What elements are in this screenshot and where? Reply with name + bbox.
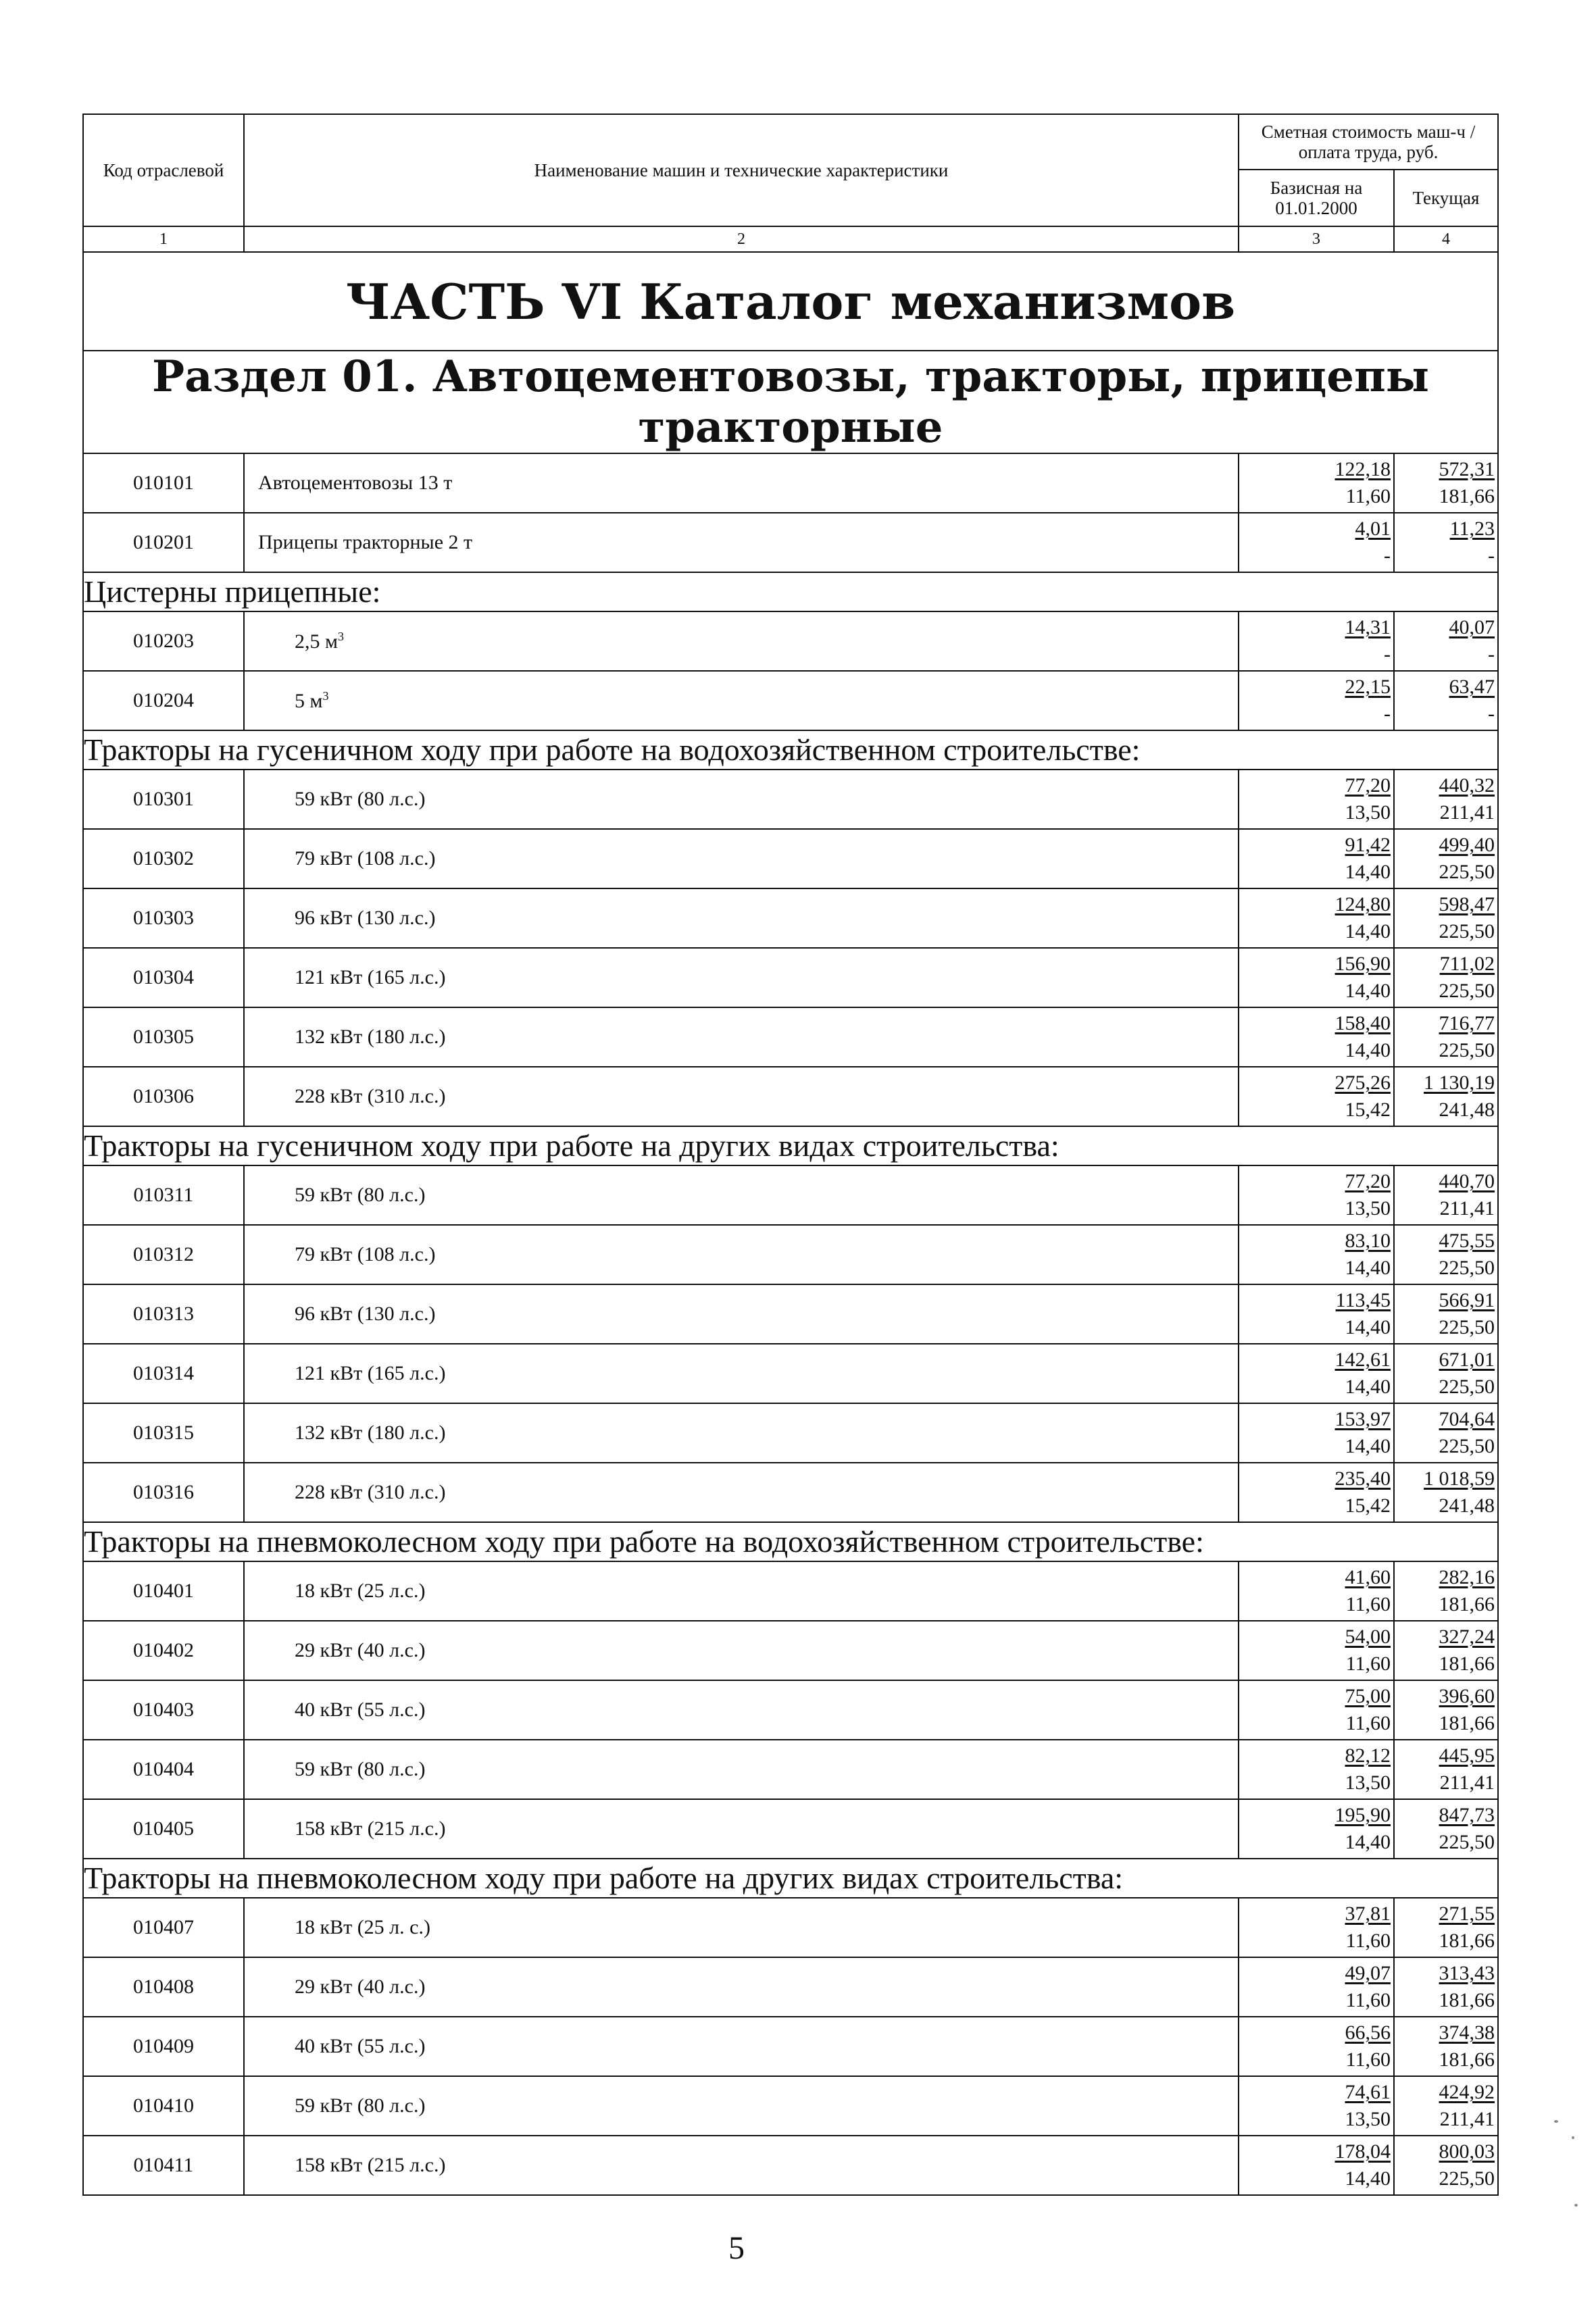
table-row: [83, 1344, 1498, 1403]
base-labor-cost: -: [1384, 643, 1391, 665]
current-labor-cost: 225,50: [1439, 980, 1495, 1002]
current-labor-cost: 181,66: [1439, 1930, 1495, 1952]
base-cost-cell: [1239, 1225, 1394, 1284]
current-labor-cost: 181,66: [1439, 1989, 1495, 2011]
base-labor-cost: 11,60: [1345, 1712, 1391, 1734]
machine-code: 010407: [83, 1898, 244, 1957]
machine-name-text: 158 кВт (215 л.с.): [295, 1817, 446, 1840]
current-machine-hour-cost: 445,95: [1439, 1744, 1495, 1767]
machine-name: [244, 453, 1239, 513]
machine-name: [244, 1621, 1239, 1680]
table-row: [83, 1165, 1498, 1225]
current-labor-cost: 181,66: [1439, 1712, 1495, 1734]
base-machine-hour-cost: 142,61: [1335, 1349, 1391, 1371]
base-machine-hour-cost: 14,31: [1345, 616, 1391, 638]
machine-name-text: 2,5 м: [295, 630, 338, 653]
base-labor-cost: -: [1384, 545, 1391, 567]
machine-name-text: 40 кВт (55 л.с.): [295, 2035, 426, 2057]
table-row: [83, 671, 1498, 730]
machine-name-text: 40 кВт (55 л.с.): [295, 1699, 426, 1721]
current-labor-cost: 181,66: [1439, 485, 1495, 507]
group-heading: Тракторы на пневмоколесном ходу при работе на других видах строительства:: [83, 1859, 1498, 1898]
current-cost-cell: [1394, 1165, 1498, 1225]
machine-name: [244, 888, 1239, 948]
current-machine-hour-cost: 566,91: [1439, 1289, 1495, 1311]
current-labor-cost: 225,50: [1439, 1257, 1495, 1279]
current-labor-cost: 211,41: [1439, 2108, 1495, 2130]
machine-name-text: 121 кВт (165 л.с.): [295, 1362, 446, 1384]
current-cost-cell: [1394, 1898, 1498, 1957]
header-name: Наименование машин и технические характеристики: [244, 114, 1239, 226]
machine-name: [244, 1680, 1239, 1740]
table-row: [83, 1403, 1498, 1463]
base-labor-cost: -: [1384, 703, 1391, 725]
base-labor-cost: 13,50: [1345, 1197, 1391, 1219]
current-labor-cost: 225,50: [1439, 1316, 1495, 1338]
machine-name: [244, 1067, 1239, 1126]
table-row: [83, 1740, 1498, 1799]
group-heading-row: [83, 1859, 1498, 1898]
base-cost-cell: [1239, 1403, 1394, 1463]
current-labor-cost: 241,48: [1439, 1494, 1495, 1517]
machine-code: 010402: [83, 1621, 244, 1680]
base-machine-hour-cost: 77,20: [1345, 774, 1391, 797]
current-machine-hour-cost: 396,60: [1439, 1685, 1495, 1707]
base-labor-cost: 14,40: [1345, 980, 1391, 1002]
current-machine-hour-cost: 11,23: [1449, 518, 1495, 540]
header-current: Текущая: [1394, 170, 1498, 226]
price-table: [82, 114, 1499, 2196]
page-number: 5: [728, 2230, 745, 2266]
base-labor-cost: 14,40: [1345, 861, 1391, 883]
current-machine-hour-cost: 63,47: [1449, 676, 1495, 698]
base-cost-cell: [1239, 1165, 1394, 1225]
current-cost-cell: [1394, 1403, 1498, 1463]
table-row: [83, 2076, 1498, 2136]
base-machine-hour-cost: 22,15: [1345, 676, 1391, 698]
base-machine-hour-cost: 77,20: [1345, 1170, 1391, 1192]
table-header-row: [83, 114, 1498, 170]
base-machine-hour-cost: 66,56: [1345, 2021, 1391, 2044]
base-machine-hour-cost: 91,42: [1345, 834, 1391, 856]
current-cost-cell: [1394, 1225, 1498, 1284]
column-number: 4: [1394, 226, 1498, 252]
current-cost-cell: [1394, 1621, 1498, 1680]
base-machine-hour-cost: 113,45: [1335, 1289, 1391, 1311]
current-cost-cell: [1394, 1463, 1498, 1522]
current-machine-hour-cost: 374,38: [1439, 2021, 1495, 2044]
current-labor-cost: 225,50: [1439, 920, 1495, 942]
base-cost-cell: [1239, 1799, 1394, 1859]
base-cost-cell: [1239, 1463, 1394, 1522]
base-labor-cost: 11,60: [1345, 2048, 1391, 2071]
machine-code: 010405: [83, 1799, 244, 1859]
machine-name: [244, 1007, 1239, 1067]
table-row: [83, 1957, 1498, 2017]
machine-name: [244, 1463, 1239, 1522]
base-labor-cost: 14,40: [1345, 1376, 1391, 1398]
machine-code: 010411: [83, 2136, 244, 2195]
table-row: [83, 453, 1498, 513]
base-labor-cost: 11,60: [1345, 1989, 1391, 2011]
base-machine-hour-cost: 153,97: [1335, 1408, 1391, 1430]
machine-name-text: 18 кВт (25 л.с.): [295, 1580, 426, 1602]
group-heading-row: [83, 730, 1498, 770]
table-row: [83, 1284, 1498, 1344]
machine-code: 010315: [83, 1403, 244, 1463]
section-title-row: [83, 351, 1498, 453]
current-labor-cost: 211,41: [1439, 1197, 1495, 1219]
base-labor-cost: 14,40: [1345, 1831, 1391, 1853]
current-labor-cost: 211,41: [1439, 1771, 1495, 1794]
machine-code: 010409: [83, 2017, 244, 2076]
machine-name: [244, 1561, 1239, 1621]
machine-name: [244, 1284, 1239, 1344]
current-machine-hour-cost: 716,77: [1439, 1012, 1495, 1034]
machine-name-text: 59 кВт (80 л.с.): [295, 788, 426, 810]
current-cost-cell: [1394, 671, 1498, 730]
current-cost-cell: [1394, 1007, 1498, 1067]
current-labor-cost: 225,50: [1439, 1435, 1495, 1457]
base-machine-hour-cost: 4,01: [1355, 518, 1391, 540]
current-labor-cost: -: [1488, 545, 1495, 567]
current-machine-hour-cost: 847,73: [1439, 1804, 1495, 1826]
current-cost-cell: [1394, 1799, 1498, 1859]
current-cost-cell: [1394, 2136, 1498, 2195]
machine-name: [244, 829, 1239, 888]
base-cost-cell: [1239, 453, 1394, 513]
table-row: [83, 2136, 1498, 2195]
machine-name-text: 59 кВт (80 л.с.): [295, 2094, 426, 2117]
current-labor-cost: 181,66: [1439, 2048, 1495, 2071]
base-labor-cost: 11,60: [1345, 1930, 1391, 1952]
base-cost-cell: [1239, 1007, 1394, 1067]
current-cost-cell: [1394, 1680, 1498, 1740]
table-row: [83, 888, 1498, 948]
table-row: [83, 1680, 1498, 1740]
machine-name: [244, 2076, 1239, 2136]
base-machine-hour-cost: 74,61: [1345, 2081, 1391, 2103]
group-heading-row: [83, 572, 1498, 611]
current-machine-hour-cost: 327,24: [1439, 1626, 1495, 1648]
current-cost-cell: [1394, 948, 1498, 1007]
current-cost-cell: [1394, 829, 1498, 888]
machine-name-text: 132 кВт (180 л.с.): [295, 1422, 446, 1444]
machine-code: 010403: [83, 1680, 244, 1740]
machine-name-text: 96 кВт (130 л.с.): [295, 907, 436, 929]
base-labor-cost: 15,42: [1345, 1099, 1391, 1121]
base-cost-cell: [1239, 1680, 1394, 1740]
group-heading: Тракторы на пневмоколесном ходу при работе на водохозяйственном строительстве:: [83, 1522, 1498, 1561]
current-machine-hour-cost: 313,43: [1439, 1962, 1495, 1984]
group-heading: Цистерны прицепные:: [83, 572, 1498, 611]
base-cost-cell: [1239, 2076, 1394, 2136]
machine-name: [244, 513, 1239, 572]
header-code: Код отраслевой: [83, 114, 244, 226]
machine-code: 010203: [83, 611, 244, 671]
current-machine-hour-cost: 475,55: [1439, 1230, 1495, 1252]
base-labor-cost: 11,60: [1345, 1653, 1391, 1675]
machine-name-text: 79 кВт (108 л.с.): [295, 1243, 436, 1265]
machine-name-text: 158 кВт (215 л.с.): [295, 2154, 446, 2176]
table-row: [83, 611, 1498, 671]
machine-name: [244, 1957, 1239, 2017]
current-cost-cell: [1394, 453, 1498, 513]
base-machine-hour-cost: 235,40: [1335, 1467, 1391, 1490]
machine-code: 010316: [83, 1463, 244, 1522]
base-cost-cell: [1239, 1067, 1394, 1126]
machine-name: [244, 948, 1239, 1007]
machine-code: 010312: [83, 1225, 244, 1284]
machine-name-text: 132 кВт (180 л.с.): [295, 1026, 446, 1048]
current-machine-hour-cost: 572,31: [1439, 458, 1495, 480]
table-row: [83, 1621, 1498, 1680]
base-machine-hour-cost: 178,04: [1335, 2140, 1391, 2163]
base-labor-cost: 14,40: [1345, 2167, 1391, 2190]
table-row: [83, 770, 1498, 829]
base-cost-cell: [1239, 2017, 1394, 2076]
base-machine-hour-cost: 54,00: [1345, 1626, 1391, 1648]
table-row: [83, 2017, 1498, 2076]
machine-name-text: 121 кВт (165 л.с.): [295, 966, 446, 988]
current-machine-hour-cost: 271,55: [1439, 1903, 1495, 1925]
machine-code: 010311: [83, 1165, 244, 1225]
base-cost-cell: [1239, 1344, 1394, 1403]
current-cost-cell: [1394, 1740, 1498, 1799]
machine-code: 010204: [83, 671, 244, 730]
base-cost-cell: [1239, 948, 1394, 1007]
header-cost: Сметная стоимость маш-ч / оплата труда, руб.: [1239, 114, 1498, 170]
current-cost-cell: [1394, 2017, 1498, 2076]
base-cost-cell: [1239, 770, 1394, 829]
machine-code: 010302: [83, 829, 244, 888]
current-machine-hour-cost: 40,07: [1449, 616, 1495, 638]
base-cost-cell: [1239, 829, 1394, 888]
price-catalog-page: [82, 114, 1497, 2196]
current-cost-cell: [1394, 770, 1498, 829]
base-labor-cost: 11,60: [1345, 1593, 1391, 1615]
base-cost-cell: [1239, 2136, 1394, 2195]
machine-name-text: 29 кВт (40 л.с.): [295, 1639, 426, 1661]
current-cost-cell: [1394, 1284, 1498, 1344]
base-cost-cell: [1239, 1898, 1394, 1957]
current-cost-cell: [1394, 1561, 1498, 1621]
base-machine-hour-cost: 37,81: [1345, 1903, 1391, 1925]
machine-code: 010303: [83, 888, 244, 948]
scan-speck: [1572, 2136, 1574, 2139]
base-cost-cell: [1239, 1284, 1394, 1344]
base-cost-cell: [1239, 513, 1394, 572]
machine-name-text: Автоцементовозы 13 т: [258, 472, 453, 494]
current-machine-hour-cost: 800,03: [1439, 2140, 1495, 2163]
header-base: Базисная на 01.01.2000: [1239, 170, 1394, 226]
current-machine-hour-cost: 282,16: [1439, 1566, 1495, 1588]
current-cost-cell: [1394, 888, 1498, 948]
base-machine-hour-cost: 82,12: [1345, 1744, 1391, 1767]
base-cost-cell: [1239, 1621, 1394, 1680]
machine-name: [244, 1740, 1239, 1799]
machine-name: [244, 2017, 1239, 2076]
current-labor-cost: 225,50: [1439, 1376, 1495, 1398]
machine-name: [244, 1403, 1239, 1463]
machine-name: [244, 1344, 1239, 1403]
machine-code: 010404: [83, 1740, 244, 1799]
base-machine-hour-cost: 156,90: [1335, 953, 1391, 975]
machine-code: 010408: [83, 1957, 244, 2017]
table-row: [83, 513, 1498, 572]
current-machine-hour-cost: 440,70: [1439, 1170, 1495, 1192]
current-labor-cost: 241,48: [1439, 1099, 1495, 1121]
machine-name-text: 59 кВт (80 л.с.): [295, 1758, 426, 1780]
table-row: [83, 1561, 1498, 1621]
current-cost-cell: [1394, 611, 1498, 671]
machine-name: [244, 770, 1239, 829]
group-heading-row: [83, 1126, 1498, 1165]
machine-name: [244, 611, 1239, 671]
current-labor-cost: 225,50: [1439, 1039, 1495, 1061]
current-machine-hour-cost: 711,02: [1439, 953, 1495, 975]
current-cost-cell: [1394, 1957, 1498, 2017]
base-labor-cost: 13,50: [1345, 801, 1391, 824]
current-labor-cost: -: [1488, 643, 1495, 665]
scan-speck: [1554, 2120, 1558, 2123]
current-machine-hour-cost: 598,47: [1439, 893, 1495, 915]
part-title: ЧАСТЬ VI Каталог механизмов: [83, 252, 1498, 351]
machine-code: 010301: [83, 770, 244, 829]
base-machine-hour-cost: 122,18: [1335, 458, 1391, 480]
base-labor-cost: 14,40: [1345, 920, 1391, 942]
machine-name: [244, 1898, 1239, 1957]
base-machine-hour-cost: 75,00: [1345, 1685, 1391, 1707]
current-labor-cost: 181,66: [1439, 1593, 1495, 1615]
current-machine-hour-cost: 704,64: [1439, 1408, 1495, 1430]
base-labor-cost: 15,42: [1345, 1494, 1391, 1517]
base-labor-cost: 13,50: [1345, 2108, 1391, 2130]
part-title-row: [83, 252, 1498, 351]
current-machine-hour-cost: 1 130,19: [1424, 1072, 1495, 1094]
current-cost-cell: [1394, 1344, 1498, 1403]
base-machine-hour-cost: 41,60: [1345, 1566, 1391, 1588]
machine-code: 010313: [83, 1284, 244, 1344]
base-cost-cell: [1239, 611, 1394, 671]
column-number: 2: [244, 226, 1239, 252]
base-cost-cell: [1239, 671, 1394, 730]
machine-name-text: 18 кВт (25 л. с.): [295, 1916, 430, 1938]
base-labor-cost: 14,40: [1345, 1039, 1391, 1061]
machine-name-text: 228 кВт (310 л.с.): [295, 1481, 446, 1503]
base-labor-cost: 11,60: [1345, 485, 1391, 507]
base-machine-hour-cost: 195,90: [1335, 1804, 1391, 1826]
machine-name-text: 59 кВт (80 л.с.): [295, 1184, 426, 1206]
current-machine-hour-cost: 499,40: [1439, 834, 1495, 856]
base-machine-hour-cost: 275,26: [1335, 1072, 1391, 1094]
current-cost-cell: [1394, 2076, 1498, 2136]
machine-code: 010304: [83, 948, 244, 1007]
machine-code: 010401: [83, 1561, 244, 1621]
machine-name: [244, 1165, 1239, 1225]
table-row: [83, 1007, 1498, 1067]
base-machine-hour-cost: 83,10: [1345, 1230, 1391, 1252]
table-row: [83, 948, 1498, 1007]
base-cost-cell: [1239, 1740, 1394, 1799]
base-cost-cell: [1239, 1957, 1394, 2017]
current-labor-cost: -: [1488, 703, 1495, 725]
base-labor-cost: 13,50: [1345, 1771, 1391, 1794]
machine-code: 010306: [83, 1067, 244, 1126]
machine-code: 010201: [83, 513, 244, 572]
unit-exponent: 3: [337, 629, 344, 643]
base-machine-hour-cost: 124,80: [1335, 893, 1391, 915]
current-cost-cell: [1394, 1067, 1498, 1126]
machine-name: [244, 671, 1239, 730]
machine-name: [244, 1799, 1239, 1859]
current-labor-cost: 211,41: [1439, 801, 1495, 824]
machine-name-text: 228 кВт (310 л.с.): [295, 1085, 446, 1107]
group-heading: Тракторы на гусеничном ходу при работе на водохозяйственном строительстве:: [83, 730, 1498, 770]
current-labor-cost: 225,50: [1439, 1831, 1495, 1853]
machine-name-text: 96 кВт (130 л.с.): [295, 1303, 436, 1325]
table-row: [83, 1799, 1498, 1859]
base-labor-cost: 14,40: [1345, 1435, 1391, 1457]
base-cost-cell: [1239, 888, 1394, 948]
base-labor-cost: 14,40: [1345, 1316, 1391, 1338]
machine-code: 010305: [83, 1007, 244, 1067]
base-machine-hour-cost: 158,40: [1335, 1012, 1391, 1034]
machine-name: [244, 2136, 1239, 2195]
unit-exponent: 3: [322, 688, 329, 703]
column-numbers-row: [83, 226, 1498, 252]
machine-name: [244, 1225, 1239, 1284]
current-machine-hour-cost: 440,32: [1439, 774, 1495, 797]
table-row: [83, 1463, 1498, 1522]
current-machine-hour-cost: 671,01: [1439, 1349, 1495, 1371]
column-number: 1: [83, 226, 244, 252]
current-machine-hour-cost: 1 018,59: [1424, 1467, 1495, 1490]
current-machine-hour-cost: 424,92: [1439, 2081, 1495, 2103]
machine-name-text: 79 кВт (108 л.с.): [295, 847, 436, 870]
table-row: [83, 829, 1498, 888]
table-row: [83, 1225, 1498, 1284]
table-row: [83, 1067, 1498, 1126]
current-labor-cost: 181,66: [1439, 1653, 1495, 1675]
machine-name-text: Прицепы тракторные 2 т: [258, 531, 473, 553]
machine-code: 010410: [83, 2076, 244, 2136]
machine-name-text: 29 кВт (40 л.с.): [295, 1976, 426, 1998]
group-heading-row: [83, 1522, 1498, 1561]
section-title: Раздел 01. Автоцементовозы, тракторы, прицепы тракторные: [83, 351, 1498, 453]
base-cost-cell: [1239, 1561, 1394, 1621]
scan-speck: [1574, 2204, 1578, 2207]
current-labor-cost: 225,50: [1439, 2167, 1495, 2190]
machine-code: 010101: [83, 453, 244, 513]
group-heading: Тракторы на гусеничном ходу при работе на других видах строительства:: [83, 1126, 1498, 1165]
current-labor-cost: 225,50: [1439, 861, 1495, 883]
table-row: [83, 1898, 1498, 1957]
base-machine-hour-cost: 49,07: [1345, 1962, 1391, 1984]
base-labor-cost: 14,40: [1345, 1257, 1391, 1279]
machine-code: 010314: [83, 1344, 244, 1403]
machine-name-text: 5 м: [295, 689, 323, 712]
current-cost-cell: [1394, 513, 1498, 572]
column-number: 3: [1239, 226, 1394, 252]
